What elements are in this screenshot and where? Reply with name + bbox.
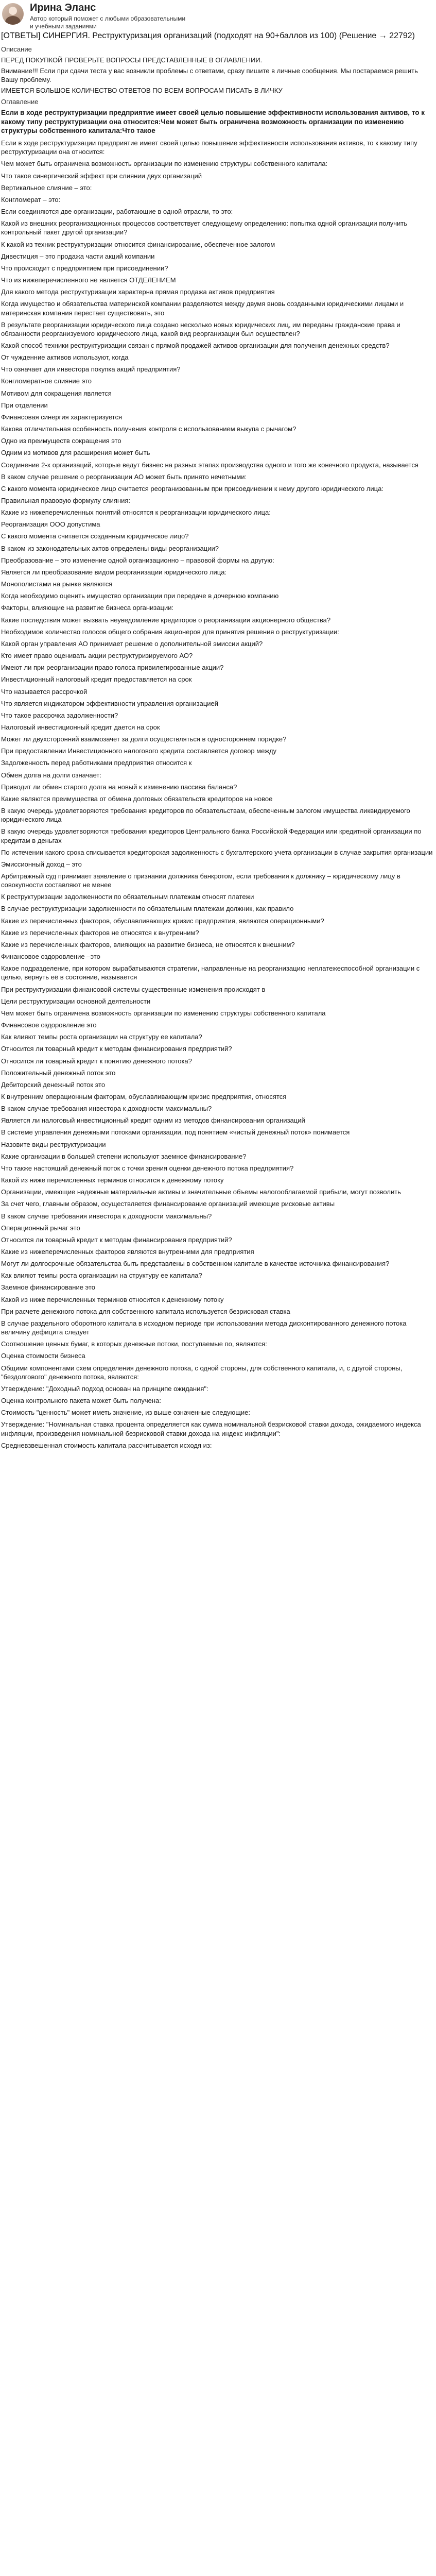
question-item: Что является индикатором эффективности управления организацией: [1, 699, 219, 707]
question-item: Если соединяются две организации, работающие в одной отрасли, то это:: [1, 208, 233, 216]
question-item: В случае реструктуризации задолженности по обязательным платежам должник, как правило: [1, 905, 294, 913]
question-item: По истечении какого срока списывается кредиторская задолженность с бухгалтерского учета организации в случае закрытия организации: [1, 848, 433, 856]
question-item: В какую очередь удовлетворяются требования кредиторов Центрального банка Российской Федерации или кредитной организации по кредитам в деньгах: [1, 827, 422, 844]
question-item: Какие являются преимущества от обмена долговых обязательств кредиторов на новое: [1, 794, 273, 803]
question-item: Какое подразделение, при котором вырабатываются стратегии, направленные на реорганизацию неплатежеспособной организации с целью, вернуть её в состояние, называется: [1, 964, 420, 981]
question-item: К какой из техник реструктуризации относится финансирование, обеспеченное залогом: [1, 240, 275, 248]
question-item: Обмен долга на долги означает:: [1, 771, 101, 779]
question-item: В каком случае требования инвестора к доходности максимальны?: [1, 1212, 212, 1220]
question-item: В результате реорганизации юридического лица создано несколько новых юридических лиц, им переданы гражданские права и обязанности реорганизуемого юридического лица, какой вид реорганизации был осуществлен?: [1, 320, 400, 337]
page-title: [ОТВЕТЫ] СИНЕРГИЯ. Реструктуризация организаций (подходят на 90+баллов из 100) (Решение → 22792): [1, 31, 415, 40]
question-item: К реструктуризации задолженности по обязательным платежам относят платежи: [1, 893, 254, 901]
question-item: Какой из внешних реорганизационных процессов соответствует следующему определению: попытка одной организации получить контрольный пакет другой организации?: [1, 219, 408, 236]
intro-line: ПЕРЕД ПОКУПКОЙ ПРОВЕРЬТЕ ВОПРОСЫ ПРЕДСТАВЛЕННЫЕ В ОГЛАВЛЕНИИ.: [1, 56, 263, 64]
highlighted-question: Если в ходе реструктуризации предприятие имеет своей целью повышение эффективности использования активов, то к какому типу реструктуризации она относится:Чем может быть ограничена возможность организации по изменению структуры собственного капитала:Что такое: [1, 108, 425, 135]
question-item: Является ли преобразование видом реорганизации юридического лица:: [1, 568, 227, 576]
question-item: Какой способ техники реструктуризации связан с прямой продажей активов организации для получения денежных средств?: [1, 341, 390, 349]
question-item: Дивестиция – это продажа части акций компании: [1, 252, 155, 260]
question-item: Какой из ниже перечисленных терминов относится к денежному потоку: [1, 1295, 224, 1303]
question-item: Финансовое оздоровление это: [1, 1021, 97, 1029]
question-list: [1, 139, 435, 1450]
question-item: В каком случае решение о реорганизации АО может быть принято нечетными:: [1, 472, 247, 481]
question-item: Какова отличительная особенность получения контроля с использованием выкупа с рычагом?: [1, 425, 297, 433]
question-item: Что такое рассрочка задолженности?: [1, 711, 118, 719]
question-item: Реорганизация ООО допустима: [1, 520, 100, 529]
question-item: Оценка контрольного пакета может быть получена:: [1, 1397, 161, 1405]
question-item: При предоставлении Инвестиционного налогового кредита составляется договор между: [1, 747, 277, 755]
author-block: [30, 2, 189, 30]
content: [1, 45, 435, 1450]
question-item: Могут ли долгосрочные обязательства быть представлены в собственном капитале в качестве источника финансирования?: [1, 1260, 390, 1268]
question-item: Мотивом для сокращения является: [1, 389, 112, 397]
question-item: Вертикальное слияние – это:: [1, 183, 92, 192]
question-item: Как влияют темпы роста организации на структуру ее капитала?: [1, 1033, 202, 1041]
question-item: К внутренним операционным факторам, обуславливающим кризис предприятия, относятся: [1, 1092, 287, 1100]
question-item: Цели реструктуризации основной деятельности: [1, 997, 151, 1005]
question-item: Какие организации в большей степени используют заемное финансирование?: [1, 1152, 247, 1160]
question-item: При расчете денежного потока для собственного капитала используется безрисковая ставка: [1, 1307, 290, 1315]
question-item: Имеют ли при реорганизации право голоса привилегированные акции?: [1, 664, 224, 672]
question-item: Какой орган управления АО принимает решение о дополнительной эмиссии акций?: [1, 639, 263, 648]
question-item: Какие из перечисленных факторов, влияющих на развитие бизнеса, не относятся к внешним?: [1, 940, 295, 948]
author-header: [1, 0, 435, 31]
question-item: Факторы, влияющие на развитие бизнеса организации:: [1, 604, 174, 612]
question-item: Одним из мотивов для расширения может быть: [1, 449, 150, 457]
question-item: Какие из перечисленных факторов не относятся к внутренним?: [1, 928, 199, 937]
question-item: Инвестиционный налоговый кредит предоставляется на срок: [1, 675, 192, 684]
question-item: Что означает для инвестора покупка акций предприятия?: [1, 365, 181, 374]
question-item: Назовите виды реструктуризации: [1, 1140, 106, 1148]
question-item: Организации, имеющие надежные материальные активы и значительные объемы налогооблагаемой прибыли, могут позволить: [1, 1188, 401, 1196]
question-item: Одно из преимуществ сокращения это: [1, 437, 121, 445]
question-item: Финансовая синергия характеризуется: [1, 413, 123, 421]
avatar[interactable]: [2, 3, 24, 25]
question-item: Приводит ли обмен старого долга на новый к изменению пассива баланса?: [1, 783, 237, 791]
question-item: Что также настоящий денежный поток с точки зрения оценки денежного потока предприятия?: [1, 1164, 294, 1172]
question-item: Какие из нижеперечисленных факторов являются внутренними для предприятия: [1, 1248, 254, 1256]
question-item: Когда необходимо оценить имущество организации при передаче в дочернюю компанию: [1, 592, 279, 600]
question-item: Относится ли товарный кредит к методам финансирования предприятий?: [1, 1045, 232, 1053]
question-item: Конгломерат – это:: [1, 195, 61, 204]
question-item: Стоимость "ценность" может иметь значение, из выше означенные следующие:: [1, 1409, 251, 1417]
question-item: Что называется рассрочкой: [1, 687, 88, 696]
question-item: Какие из перечисленных факторов, обуславливающих кризис предприятия, являются операционными?: [1, 917, 324, 925]
question-item: Что из нижеперечисленного не является ОТДЕЛЕНИЕМ: [1, 276, 176, 284]
question-item: Необходимое количество голосов общего собрания акционеров для принятия решения о реструктуризации:: [1, 628, 339, 636]
question-item: Общими компонентами схем определения денежного потока, с одной стороны, для собственного капитала, и, с другой стороны, "бездолгового" денежного потока, являются:: [1, 1364, 403, 1381]
question-item: Относится ли товарный кредит к методам финансирования предприятий?: [1, 1235, 232, 1244]
question-item: Положительный денежный поток это: [1, 1069, 116, 1077]
question-item: Относится ли товарный кредит к понятию денежного потока?: [1, 1057, 192, 1065]
question-item: Для какого метода реструктуризации характерна прямая продажа активов предприятия: [1, 288, 275, 296]
question-item: От чужденние активов используют, когда: [1, 353, 129, 362]
question-item: Соединение 2-х организаций, которые ведут бизнес на разных этапах производства одного и того же конечного продукта, называется: [1, 461, 418, 469]
question-item: Преобразование – это изменение одной организационно – правовой формы на другую:: [1, 556, 274, 564]
description-label: Описание: [1, 45, 32, 53]
question-item: Кто имеет право оценивать акции реструктуризируемого АО?: [1, 652, 193, 660]
question-item: Может ли двухсторонний взаимозачет за долги осуществляться в одностороннем порядке?: [1, 735, 287, 743]
question-item: В каком из законодательных актов определены виды реорганизации?: [1, 544, 219, 552]
question-item: Операционный рычаг это: [1, 1224, 80, 1232]
question-item: В случае раздельного оборотного капитала в исходном периоде при использовании метода дисконтированного денежного потока величину дефицита следует: [1, 1319, 407, 1336]
question-item: Налоговый инвестиционный кредит дается на срок: [1, 723, 160, 731]
question-item: За счет чего, главным образом, осуществляется финансирование организаций имеющие рисковые активы: [1, 1200, 335, 1208]
question-item: Оценка стоимости бизнеса: [1, 1352, 85, 1360]
question-item: Что такое синергический эффект при слиянии двух организаций: [1, 172, 202, 180]
question-item: Какие последствия может вызвать неуведомление кредиторов о реорганизации акционерного общества?: [1, 616, 331, 624]
question-item: Утверждение: "Доходный подход основан на принципе ожидания":: [1, 1384, 208, 1393]
question-item: В какую очередь удовлетворяются требования кредиторов по обязательствам, обеспеченным залогом имущества ликвидируемого юридического лица: [1, 807, 410, 824]
intro-line: ИМЕЕТСЯ БОЛЬШОЕ КОЛИЧЕСТВО ОТВЕТОВ ПО ВСЕМ ВОПРОСАМ ПИСАТЬ В ЛИЧКУ: [1, 87, 283, 95]
question-item: С какого момента юридическое лицо считается реорганизованным при присоединении к нему другого юридического лица:: [1, 484, 383, 493]
author-name[interactable]: Ирина Эланс: [30, 2, 96, 13]
question-item: При реструктуризации финансовой системы существенные изменения происходят в: [1, 985, 266, 993]
question-item: Эмиссионный доход – это: [1, 860, 82, 868]
question-item: Конгломератное слияние это: [1, 377, 92, 385]
question-item: Какой из ниже перечисленных терминов относится к денежному потоку: [1, 1176, 224, 1184]
question-item: Средневзвешенная стоимость капитала рассчитывается исходя из:: [1, 1441, 212, 1449]
question-item: Дебиторский денежный поток это: [1, 1080, 106, 1089]
question-item: Что происходит с предприятием при присоединении?: [1, 264, 168, 272]
author-description: Автор который поможет с любыми образовательными и учебными заданиями: [30, 15, 186, 30]
question-item: При отделении: [1, 401, 48, 409]
question-item: Чем может быть ограничена возможность организации по изменению структуры собственного капитала:: [1, 160, 328, 168]
question-item: Утверждение: "Номинальная ставка процента определяется как сумма номинальной безрисковой ставки дохода, ожидаемого индекса инфляции, произведения номинальной безрисковой ставки дохода на индекс инфляции":: [1, 1420, 421, 1437]
question-item: Как влияют темпы роста организации на структуру ее капитала?: [1, 1272, 202, 1280]
question-item: Заемное финансирование это: [1, 1283, 95, 1292]
question-item: Чем может быть ограничена возможность организации по изменению структуры собственного капитала: [1, 1009, 326, 1017]
toc-label: Оглавление: [1, 97, 39, 106]
question-item: В системе управления денежными потоками организации, под понятием «чистый денежный поток» понимается: [1, 1128, 350, 1137]
intro-block: [1, 56, 435, 95]
question-item: Правильная правовую формулу слияния:: [1, 497, 130, 505]
question-item: Какие из нижеперечисленных понятий относятся к реорганизации юридического лица:: [1, 509, 271, 517]
question-item: Является ли налоговый инвестиционный кредит одним из методов финансирования организаций: [1, 1116, 305, 1125]
question-item: Монополистами на рынке являются: [1, 580, 113, 588]
question-item: Задолженность перед работниками предприятия относится к: [1, 759, 192, 767]
question-item: В каком случае требования инвестора к доходности максимальны?: [1, 1105, 212, 1113]
question-item: Если в ходе реструктуризации предприятие имеет своей целью повышение эффективности использования активов, то к какому типу реструктуризации она относится:: [1, 139, 417, 156]
question-item: Соотношение ценных бумаг, в которых денежные потоки, поступаемые по, являются:: [1, 1340, 267, 1348]
intro-line: Внимание!!! Если при сдачи теста у вас возникли проблемы с ответами, сразу пишите в личные сообщения. Мы постараемся решить Вашу проблему.: [1, 67, 418, 84]
question-item: С какого момента считается созданным юридическое лицо?: [1, 532, 189, 540]
question-item: Финансовое оздоровление –это: [1, 953, 100, 961]
question-item: Арбитражный суд принимает заявление о признании должника банкротом, если требования к должнику – юридическому лицу в совокупности составляют не менее: [1, 872, 400, 889]
question-item: Когда имущество и обязательства материнской компании разделяются между двумя вновь созданными юридическими лицами и материнская компания перестает существовать, это: [1, 300, 404, 317]
